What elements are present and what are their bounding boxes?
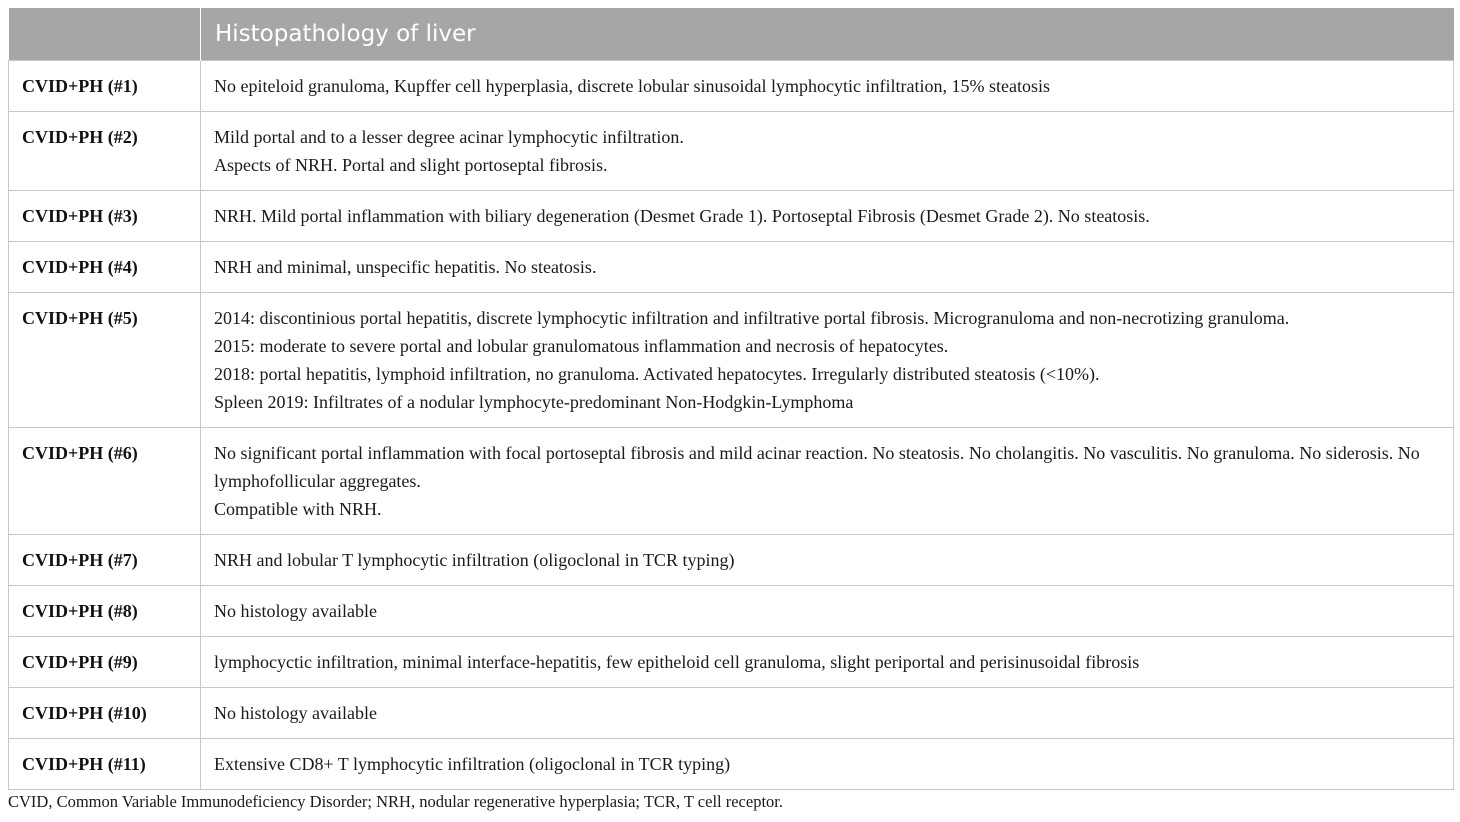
- histopathology-line: NRH and minimal, unspecific hepatitis. No steatosis.: [214, 257, 597, 277]
- histopathology-line: Mild portal and to a lesser degree acinar lymphocytic infiltration.: [214, 127, 684, 147]
- row-histopathology: [201, 637, 1454, 688]
- histopathology-line: 2018: portal hepatitis, lymphoid infiltration, no granuloma. Activated hepatocytes. Irregularly distributed steatosis (<10%).: [214, 364, 1100, 384]
- histopathology-line: No histology available: [214, 601, 377, 621]
- table-row: [9, 637, 1454, 688]
- histopathology-line: No histology available: [214, 703, 377, 723]
- histopathology-line: NRH. Mild portal inflammation with biliary degeneration (Desmet Grade 1). Portoseptal Fibrosis (Desmet Grade 2). No steatosis.: [214, 206, 1150, 226]
- histopathology-line: Spleen 2019: Infiltrates of a nodular lymphocyte-predominant Non-Hodgkin-Lymphoma: [214, 392, 854, 412]
- row-label: CVID+PH (#5): [9, 293, 201, 428]
- table-footnote: CVID, Common Variable Immunodeficiency Disorder; NRH, nodular regenerative hyperplasia; TCR, T cell receptor.: [8, 792, 783, 811]
- table-row: [9, 112, 1454, 191]
- histopathology-line: No significant portal inflammation with focal portoseptal fibrosis and mild acinar reaction. No steatosis. No cholangitis. No vasculitis. No granuloma. No siderosis. No lymphofollicular aggregates.: [214, 443, 1420, 491]
- histopathology-line: Compatible with NRH.: [214, 499, 382, 519]
- row-label: CVID+PH (#10): [9, 688, 201, 739]
- histopathology-line: Extensive CD8+ T lymphocytic infiltration (oligoclonal in TCR typing): [214, 754, 731, 774]
- histopathology-line: Aspects of NRH. Portal and slight portoseptal fibrosis.: [214, 155, 608, 175]
- row-histopathology: [201, 586, 1454, 637]
- row-label: CVID+PH (#4): [9, 242, 201, 293]
- row-label: CVID+PH (#11): [9, 739, 201, 790]
- table-body: [9, 61, 1454, 790]
- histopathology-line: 2014: discontinious portal hepatitis, discrete lymphocytic infiltration and infiltrative portal fibrosis. Microgranuloma and non-necrotizing granuloma.: [214, 308, 1290, 328]
- table-row: [9, 739, 1454, 790]
- row-label: CVID+PH (#9): [9, 637, 201, 688]
- histopathology-line: No epiteloid granuloma, Kupffer cell hyperplasia, discrete lobular sinusoidal lymphocytic infiltration, 15% steatosis: [214, 76, 1050, 96]
- table-row: [9, 293, 1454, 428]
- histopathology-line: 2015: moderate to severe portal and lobular granulomatous inflammation and necrosis of hepatocytes.: [214, 336, 949, 356]
- table-row: [9, 242, 1454, 293]
- histopathology-table-container: [8, 8, 1453, 790]
- table-row: [9, 535, 1454, 586]
- row-histopathology: [201, 112, 1454, 191]
- row-label: CVID+PH (#3): [9, 191, 201, 242]
- histopathology-line: NRH and lobular T lymphocytic infiltration (oligoclonal in TCR typing): [214, 550, 735, 570]
- header-histopathology: Histopathology of liver: [201, 8, 1454, 61]
- row-label: CVID+PH (#1): [9, 61, 201, 112]
- row-label: CVID+PH (#2): [9, 112, 201, 191]
- row-histopathology: [201, 61, 1454, 112]
- row-histopathology: [201, 428, 1454, 535]
- table-header-row: [9, 8, 1454, 61]
- row-histopathology: [201, 739, 1454, 790]
- row-histopathology: [201, 535, 1454, 586]
- histopathology-table: [8, 8, 1454, 790]
- histopathology-line: lymphocyctic infiltration, minimal interface-hepatitis, few epitheloid cell granuloma, slight periportal and perisinusoidal fibrosis: [214, 652, 1140, 672]
- row-histopathology: [201, 293, 1454, 428]
- row-label: CVID+PH (#7): [9, 535, 201, 586]
- row-histopathology: [201, 191, 1454, 242]
- table-row: [9, 428, 1454, 535]
- table-row: [9, 191, 1454, 242]
- table-row: [9, 688, 1454, 739]
- row-histopathology: [201, 242, 1454, 293]
- table-row: [9, 61, 1454, 112]
- header-patient: [9, 8, 201, 61]
- row-label: CVID+PH (#6): [9, 428, 201, 535]
- table-row: [9, 586, 1454, 637]
- row-label: CVID+PH (#8): [9, 586, 201, 637]
- row-histopathology: [201, 688, 1454, 739]
